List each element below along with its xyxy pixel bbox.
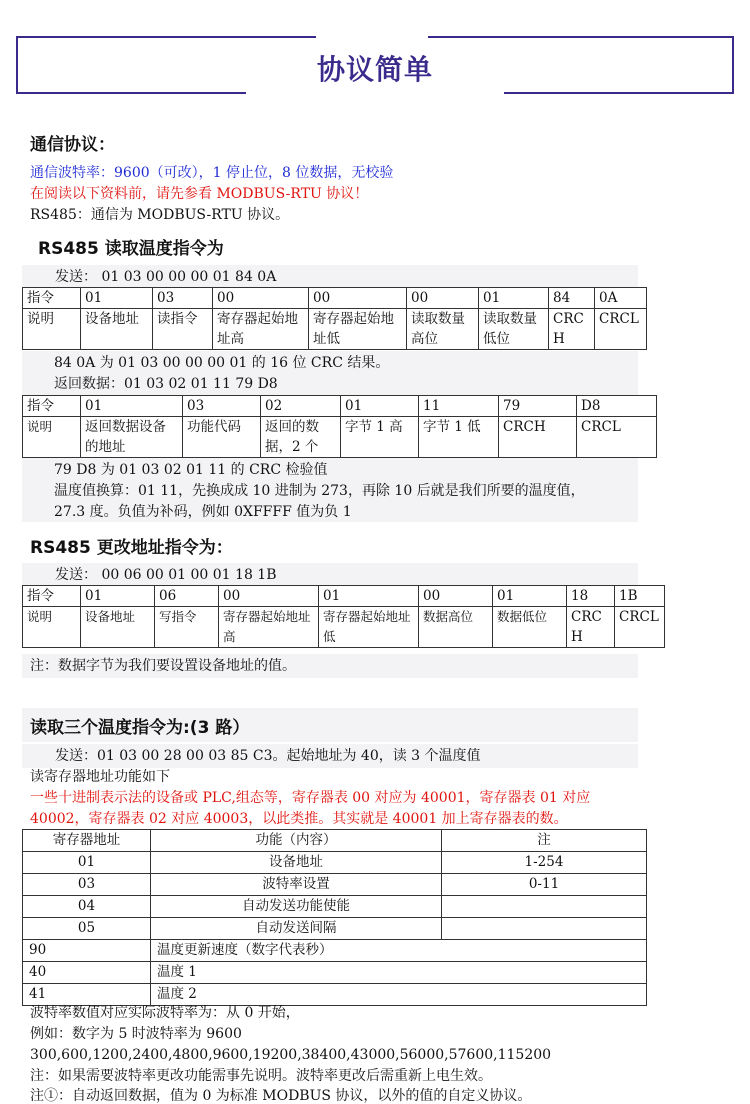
table-cell: 01 [81,288,153,309]
table-cell: 返回的数据，2 个 [261,417,341,458]
read-three-heading: 读取三个温度指令为:(3 路） [30,718,250,738]
auto-return-note: 注①：自动返回数据，值为 0 为标准 MODBUS 协议，以外的值的自定义协议。 [30,1088,532,1104]
table-cell: 00 [407,288,479,309]
table-cell: 指令 [23,396,81,417]
table-cell: 数据低位 [493,607,567,648]
table-cell: 03 [153,288,213,309]
table-cell: 寄存器起始地址高 [213,309,309,350]
table-cell: 自动发送间隔 [151,918,442,940]
baud-note: 注：如果需要波特率更改功能需事先说明。波特率更改后需重新上电生效。 [30,1068,492,1084]
table-cell: CRCH [499,417,577,458]
table-row [23,396,657,417]
table-cell: 01 [341,396,419,417]
table-cell: 温度更新速度（数字代表秒） [151,940,647,962]
table-cell [442,896,647,918]
table-row [23,852,647,874]
page-title: 协议简单 [316,53,433,86]
table-cell: 说明 [23,309,81,350]
table-cell: 04 [23,896,151,918]
table-header-row [23,830,647,852]
baud-line: 通信波特率：9600（可改），1 停止位，8 位数据，无校验 [30,165,394,181]
table-cell: 01 [81,586,155,607]
table-row [23,417,657,458]
table-cell: 00 [309,288,407,309]
table-cell: CRCL [615,607,665,648]
table-row [23,874,647,896]
table-cell: 01 [479,288,549,309]
table-cell: 返回数据设备的地址 [81,417,183,458]
table-cell: 写指令 [155,607,219,648]
table-cell [442,918,647,940]
change-addr-note: 注：数据字节为我们要设置设备地址的值。 [30,658,296,674]
table-cell: 自动发送功能使能 [151,896,442,918]
table-cell: 寄存器起始地址高 [219,607,319,648]
rs485-line: RS485：通信为 MODBUS-RTU 协议。 [30,207,290,223]
comm-heading: 通信协议： [30,135,115,155]
table-cell: 41 [23,984,151,1006]
table-cell: 寄存器起始地址低 [319,607,419,648]
baud-example: 例如：数字为 5 时波特率为 9600 [30,1026,242,1042]
read-three-send: 发送：01 03 00 28 00 03 85 C3。起始地址为 40，读 3 个温度值 [55,748,481,764]
table-cell: 03 [183,396,261,417]
table-cell: 读取数量低位 [479,309,549,350]
baud-intro: 波特率数值对应实际波特率为：从 0 开始， [30,1005,300,1021]
table-cell: 温度 1 [151,962,647,984]
table-cell: 79 [499,396,577,417]
table-row [23,607,665,648]
header-cell: 寄存器地址 [23,830,151,852]
table-cell: 90 [23,940,151,962]
table-cell: 温度 2 [151,984,647,1006]
table-cell: 01 [81,396,183,417]
table-cell: 00 [213,288,309,309]
table-cell: 1-254 [442,852,647,874]
table-row [23,586,665,607]
baud-list: 300,600,1200,2400,4800,9600,19200,38400,43000,56000,57600,115200 [30,1047,552,1063]
table-cell: 01 [493,586,567,607]
table-cell: CRCH [567,607,615,648]
table-cell: 1B [615,586,665,607]
table-cell: 03 [23,874,151,896]
table-cell: 00 [219,586,319,607]
read-first-line: 在阅读以下资料前，请先参看 MODBUS-RTU 协议！ [30,186,369,202]
table-row [23,896,647,918]
table-cell: 指令 [23,586,81,607]
table-cell: 字节 1 高 [341,417,419,458]
read-temp-send: 发送： 01 03 00 00 00 01 84 0A [55,269,277,285]
table-cell: 18 [567,586,615,607]
read-temp-table [22,287,647,350]
header-cell: 注 [442,830,647,852]
table-cell: 数据高位 [419,607,493,648]
table-cell: 说明 [23,607,81,648]
table-cell: 05 [23,918,151,940]
table-cell: 设备地址 [151,852,442,874]
table-cell: 06 [155,586,219,607]
table-cell: CRCH [549,309,595,350]
table-cell: 11 [419,396,499,417]
table-cell: 波特率设置 [151,874,442,896]
calc-line-2: 27.3 度。负值为补码，例如 0XFFFF 值为负 1 [54,504,352,520]
table-cell: 寄存器起始地址低 [309,309,407,350]
change-addr-table [22,585,665,648]
table-cell: 读取数量高位 [407,309,479,350]
read-temp-heading: RS485 读取温度指令为 [38,239,224,259]
title-banner [16,36,734,96]
table-cell: 功能代码 [183,417,261,458]
table-cell: 84 [549,288,595,309]
return-table [22,395,657,458]
table-cell: CRCL [595,309,647,350]
return-label: 返回数据：01 03 02 01 11 79 D8 [54,376,278,392]
change-addr-send: 发送： 00 06 00 01 00 01 18 1B [55,567,277,583]
table-cell: 0A [595,288,647,309]
plc-note-line-2: 40002，寄存器表 02 对应 40003，以此类推。其实就是 40001 加上寄存器表的数。 [30,811,568,827]
table-cell: 读指令 [153,309,213,350]
header-cell: 功能（内容） [151,830,442,852]
table-cell: 指令 [23,288,81,309]
table-cell: 40 [23,962,151,984]
table-cell: 01 [23,852,151,874]
table-row [23,962,647,984]
table-cell: CRCL [577,417,657,458]
change-addr-heading: RS485 更改地址指令为： [30,538,233,558]
plc-note-line-1: 一些十进制表示法的设备或 PLC,组态等，寄存器表 00 对应为 40001，寄存器表 01 对应 [30,790,591,806]
reg-func-line: 读寄存器地址功能如下 [30,769,170,785]
table-cell: 说明 [23,417,81,458]
table-cell: 02 [261,396,341,417]
table-row [23,288,647,309]
table-cell: 00 [419,586,493,607]
table-cell: D8 [577,396,657,417]
table-row [23,918,647,940]
table-cell: 设备地址 [81,607,155,648]
table-cell: 0-11 [442,874,647,896]
table-cell: 设备地址 [81,309,153,350]
crc-note-2: 79 D8 为 01 03 02 01 11 的 CRC 检验值 [54,462,328,478]
table-cell: 字节 1 低 [419,417,499,458]
register-table [22,829,647,1006]
crc-note: 84 0A 为 01 03 00 00 00 01 的 16 位 CRC 结果。 [54,355,390,371]
calc-line-1: 温度值换算：01 11，先换成成 10 进制为 273，再除 10 后就是我们所要的温度值， [54,483,585,499]
table-cell: 01 [319,586,419,607]
table-row [23,309,647,350]
table-row [23,940,647,962]
